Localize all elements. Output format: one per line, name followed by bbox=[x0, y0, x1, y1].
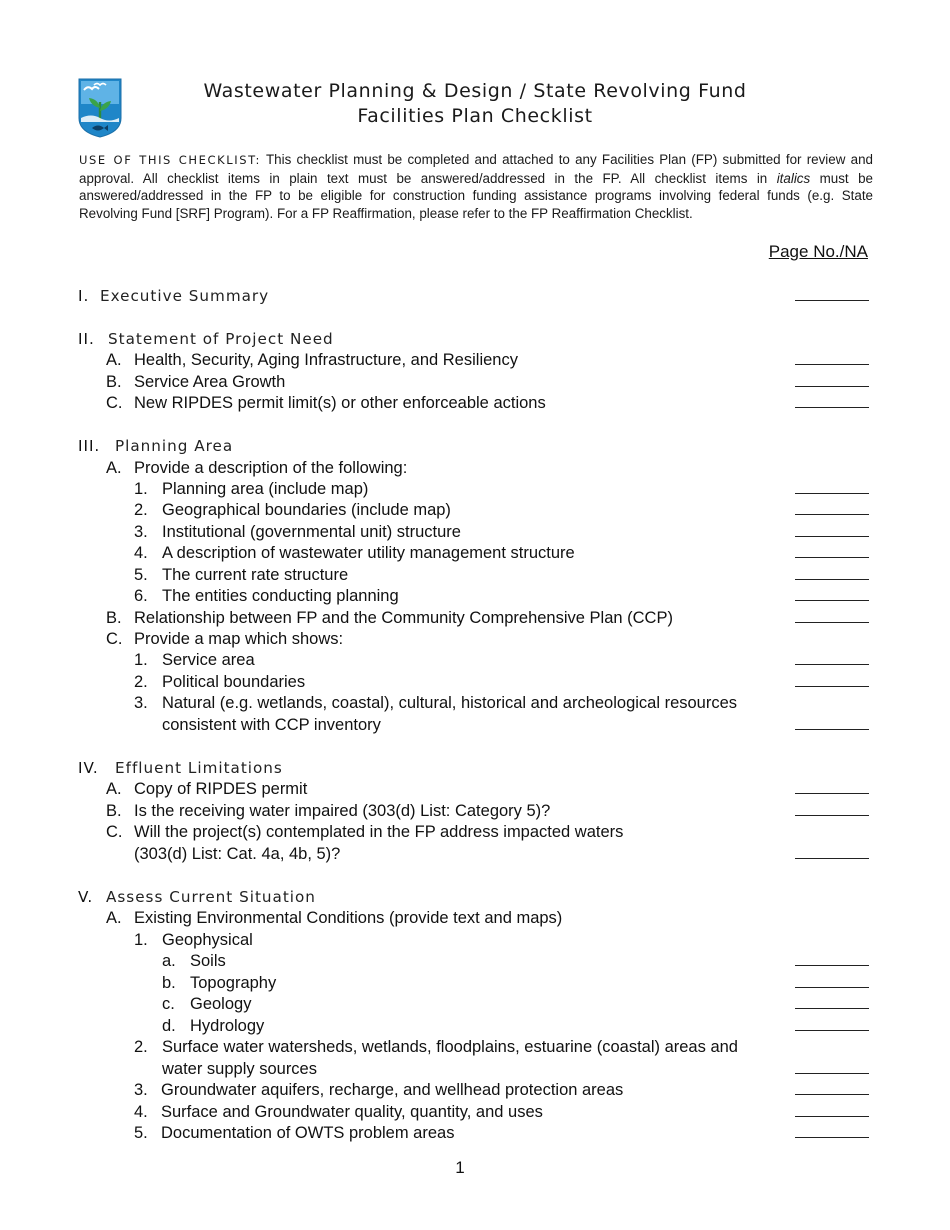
item-label: 1. bbox=[134, 651, 148, 669]
item-label: V. bbox=[78, 888, 94, 906]
item-text: Relationship between FP and the Community Comprehensive Plan (CCP) bbox=[134, 609, 673, 627]
item-label: A. bbox=[106, 780, 122, 798]
item-text: Is the receiving water impaired (303(d) List: Category 5)? bbox=[134, 802, 551, 820]
checklist-item bbox=[0, 714, 950, 736]
checklist-item bbox=[0, 907, 950, 929]
item-text: Groundwater aquifers, recharge, and wellhead protection areas bbox=[161, 1081, 624, 1099]
section-heading bbox=[0, 285, 950, 307]
item-text: Health, Security, Aging Infrastructure, and Resiliency bbox=[134, 351, 518, 369]
item-label: A. bbox=[106, 351, 122, 369]
item-label: C. bbox=[106, 630, 123, 648]
page-number-blank[interactable] bbox=[795, 671, 869, 693]
item-label: IV. bbox=[78, 759, 99, 777]
instructions-lead: USE OF THIS CHECKLIST: bbox=[79, 153, 261, 167]
checklist-item bbox=[0, 457, 950, 479]
item-label: b. bbox=[162, 974, 176, 992]
item-label: 5. bbox=[134, 566, 148, 584]
page-number-blank[interactable] bbox=[795, 499, 869, 521]
page-number-blank[interactable] bbox=[795, 564, 869, 586]
checklist-item bbox=[0, 371, 950, 393]
section-heading bbox=[0, 328, 950, 350]
item-text: (303(d) List: Cat. 4a, 4b, 5)? bbox=[134, 845, 341, 863]
checklist-item bbox=[0, 499, 950, 521]
checklist-item bbox=[0, 392, 950, 414]
checklist-item bbox=[0, 1015, 950, 1037]
item-text: The entities conducting planning bbox=[162, 587, 399, 605]
page-number-blank[interactable] bbox=[795, 542, 869, 564]
page-number-blank[interactable] bbox=[795, 371, 869, 393]
item-text: Surface water watersheds, wetlands, floodplains, estuarine (coastal) areas and bbox=[162, 1038, 738, 1056]
instructions-italic-word: italics bbox=[776, 170, 811, 186]
item-text: Soils bbox=[190, 952, 226, 970]
page-number-blank[interactable] bbox=[795, 478, 869, 500]
item-label: 3. bbox=[134, 1081, 148, 1099]
section-title: Statement of Project Need bbox=[108, 330, 334, 348]
usage-instructions bbox=[79, 151, 873, 222]
page-number-blank[interactable] bbox=[795, 714, 869, 736]
item-text: Geology bbox=[190, 995, 252, 1013]
item-label: 6. bbox=[134, 587, 148, 605]
page-number-blank[interactable] bbox=[795, 1079, 869, 1101]
page-number-blank[interactable] bbox=[795, 521, 869, 543]
checklist-item bbox=[0, 929, 950, 951]
item-label: a. bbox=[162, 952, 176, 970]
checklist-item bbox=[0, 607, 950, 629]
item-text: Planning area (include map) bbox=[162, 480, 369, 498]
item-text: Surface and Groundwater quality, quantity, and uses bbox=[161, 1103, 543, 1121]
item-label: A. bbox=[106, 459, 122, 477]
item-label: B. bbox=[106, 802, 122, 820]
checklist-item bbox=[0, 778, 950, 800]
page-number-blank[interactable] bbox=[795, 585, 869, 607]
item-text: Geophysical bbox=[162, 931, 253, 949]
section-heading bbox=[0, 435, 950, 457]
item-text: Geographical boundaries (include map) bbox=[162, 501, 451, 519]
page-number-blank[interactable] bbox=[795, 800, 869, 822]
item-text: consistent with CCP inventory bbox=[162, 716, 381, 734]
item-label: A. bbox=[106, 909, 122, 927]
checklist-item bbox=[0, 478, 950, 500]
item-label: c. bbox=[162, 995, 175, 1013]
item-label: 3. bbox=[134, 523, 148, 541]
checklist-item bbox=[0, 349, 950, 371]
document-title: Wastewater Planning & Design / State Revolving Fund bbox=[203, 80, 747, 102]
page-number-blank[interactable] bbox=[795, 950, 869, 972]
page-number-blank[interactable] bbox=[795, 349, 869, 371]
page-number-blank[interactable] bbox=[795, 649, 869, 671]
page-number-blank[interactable] bbox=[795, 778, 869, 800]
item-label: III. bbox=[78, 437, 101, 455]
page-number-blank[interactable] bbox=[795, 1058, 869, 1080]
section-title: Assess Current Situation bbox=[106, 888, 316, 906]
checklist-item bbox=[0, 1079, 950, 1101]
item-text: Will the project(s) contemplated in the FP address impacted waters bbox=[134, 823, 624, 841]
item-text: Natural (e.g. wetlands, coastal), cultural, historical and archeological resources bbox=[162, 694, 738, 712]
item-label: 4. bbox=[134, 1103, 148, 1121]
item-label: 5. bbox=[134, 1124, 148, 1142]
page-number-blank[interactable] bbox=[795, 607, 869, 629]
checklist-item bbox=[0, 628, 950, 650]
item-label: B. bbox=[106, 373, 122, 391]
section-title: Executive Summary bbox=[100, 287, 270, 305]
item-label: B. bbox=[106, 609, 122, 627]
item-label: 2. bbox=[134, 1038, 148, 1056]
item-text: Hydrology bbox=[190, 1017, 265, 1035]
checklist-item bbox=[0, 1122, 950, 1144]
page-number-blank[interactable] bbox=[795, 843, 869, 865]
page-number-blank[interactable] bbox=[795, 1101, 869, 1123]
item-label: I. bbox=[78, 287, 90, 305]
checklist-item bbox=[0, 821, 950, 843]
item-label: C. bbox=[106, 823, 123, 841]
item-label: 1. bbox=[134, 480, 148, 498]
item-text: Political boundaries bbox=[162, 673, 306, 691]
checklist-item bbox=[0, 800, 950, 822]
checklist-item bbox=[0, 950, 950, 972]
item-label: C. bbox=[106, 394, 123, 412]
checklist-item bbox=[0, 1058, 950, 1080]
item-text: New RIPDES permit limit(s) or other enforceable actions bbox=[134, 394, 546, 412]
page-number-blank[interactable] bbox=[795, 1015, 869, 1037]
section-heading bbox=[0, 757, 950, 779]
item-text: Institutional (governmental unit) structure bbox=[162, 523, 461, 541]
item-text: water supply sources bbox=[162, 1060, 317, 1078]
checklist-item bbox=[0, 585, 950, 607]
item-label: 2. bbox=[134, 673, 148, 691]
instructions-text-part2: must be answered/addressed in the FP to be eligible for construction funding assistance programs involving federal funds (e.g. State Revolving Fund [SRF] Program). For a FP Reaffirmation, please refer to the FP Reaffirmation Checklist. bbox=[79, 170, 873, 221]
item-label: 2. bbox=[134, 501, 148, 519]
checklist-item bbox=[0, 972, 950, 994]
item-label: II. bbox=[78, 330, 95, 348]
item-text: Service Area Growth bbox=[134, 373, 286, 391]
page-number-blank[interactable] bbox=[795, 993, 869, 1015]
page-number: 1 bbox=[455, 1158, 465, 1177]
item-text: Provide a description of the following: bbox=[134, 459, 408, 477]
checklist-item bbox=[0, 671, 950, 693]
instructions-text-part1: This checklist must be completed and attached to any Facilities Plan (FP) submitted for review and approval. All checklist items in plain text must be answered/addressed in the FP. All checklist items in bbox=[79, 152, 873, 186]
checklist-item bbox=[0, 521, 950, 543]
section-heading bbox=[0, 886, 950, 908]
page-number-column-header: Page No./NA bbox=[768, 242, 868, 261]
item-text: Existing Environmental Conditions (provide text and maps) bbox=[134, 909, 563, 927]
item-label: 3. bbox=[134, 694, 148, 712]
item-label: d. bbox=[162, 1017, 176, 1035]
checklist-item bbox=[0, 843, 950, 865]
item-text: Service area bbox=[162, 651, 255, 669]
checklist-item bbox=[0, 993, 950, 1015]
page-number-blank[interactable] bbox=[795, 285, 869, 307]
page-number-blank[interactable] bbox=[795, 392, 869, 414]
item-label: 1. bbox=[134, 931, 148, 949]
page-number-blank[interactable] bbox=[795, 972, 869, 994]
item-text: Provide a map which shows: bbox=[134, 630, 344, 648]
item-text: Documentation of OWTS problem areas bbox=[161, 1124, 455, 1142]
section-title: Effluent Limitations bbox=[115, 759, 283, 777]
checklist-item bbox=[0, 1036, 950, 1058]
page-number-blank[interactable] bbox=[795, 1122, 869, 1144]
checklist-item bbox=[0, 564, 950, 586]
checklist-item bbox=[0, 692, 950, 714]
checklist-item bbox=[0, 542, 950, 564]
item-text: A description of wastewater utility management structure bbox=[162, 544, 575, 562]
checklist-item bbox=[0, 1101, 950, 1123]
item-text: Topography bbox=[190, 974, 277, 992]
item-text: The current rate structure bbox=[162, 566, 349, 584]
item-text: Copy of RIPDES permit bbox=[134, 780, 308, 798]
checklist-item bbox=[0, 649, 950, 671]
section-title: Planning Area bbox=[115, 437, 234, 455]
document-subtitle: Facilities Plan Checklist bbox=[357, 105, 593, 127]
item-label: 4. bbox=[134, 544, 148, 562]
